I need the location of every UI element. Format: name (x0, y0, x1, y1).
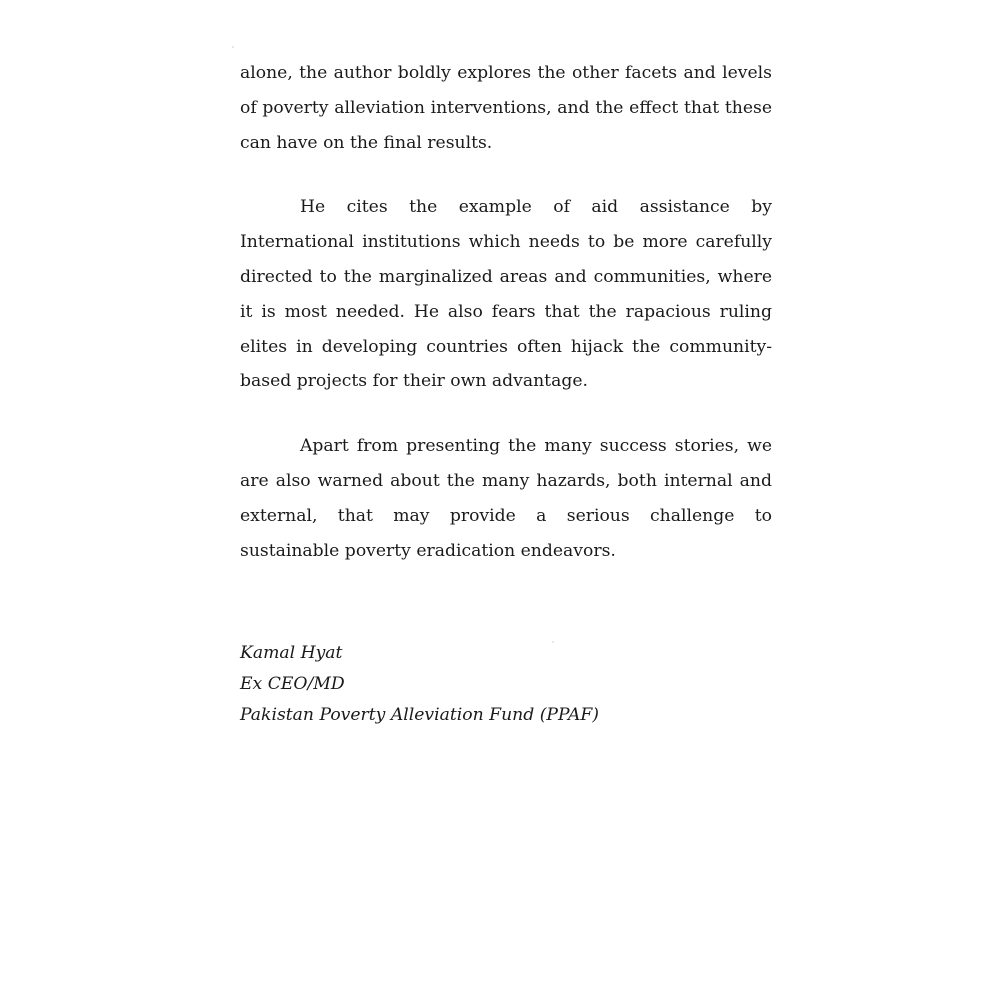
signature-organization: Pakistan Poverty Alleviation Fund (PPAF) (240, 705, 599, 725)
paragraph-3: Apart from presenting the many success stories, we are also warned about the many hazards, both internal and external, that may provide a serious challenge to sustainable poverty eradication endeavors. (240, 436, 772, 561)
scan-speck (232, 46, 234, 48)
body-text (240, 56, 772, 568)
signature-name: Kamal Hyat (240, 643, 343, 663)
signature-title: Ex CEO/MD (240, 674, 345, 694)
paragraph-1: alone, the author boldly explores the other facets and levels of poverty alleviation interventions, and the effect that these can have on the final results. (240, 63, 772, 153)
paragraph-2: He cites the example of aid assistance by International institutions which needs to be more carefully directed to the marginalized areas and communities, where it is most needed. He also fears that the rapacious ruling elites in developing countries often hijack the community-based projects for their own advantage. (240, 197, 772, 392)
signature-block (240, 638, 599, 731)
